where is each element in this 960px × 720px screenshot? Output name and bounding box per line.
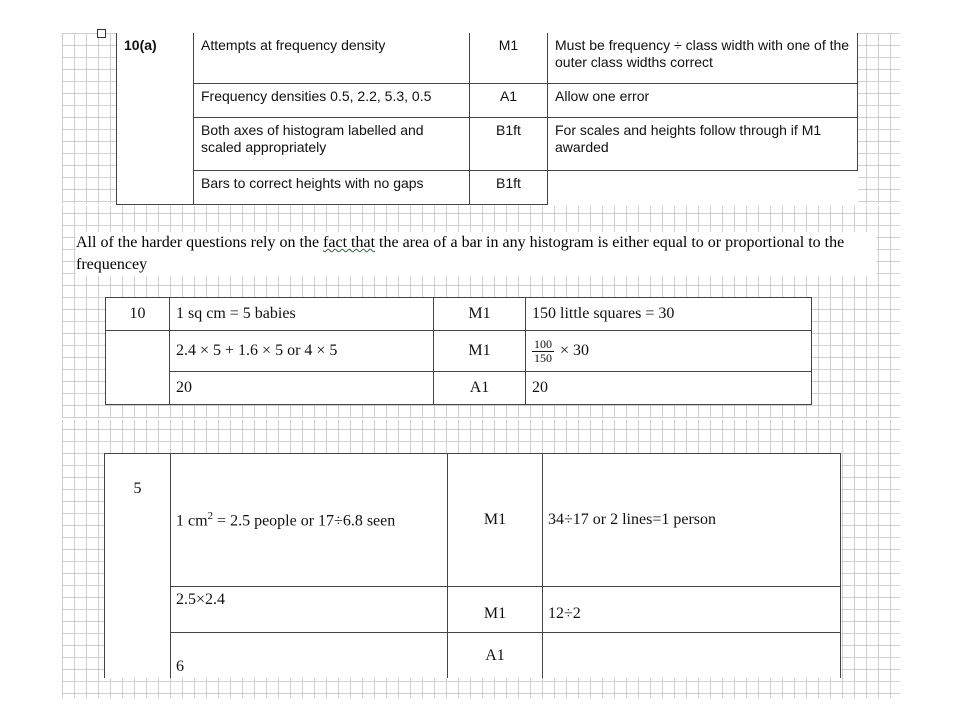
notes-text: × 30 <box>560 341 590 359</box>
answer-cell: Bars to correct heights with no gaps <box>194 170 470 204</box>
answer-cell <box>171 454 448 587</box>
answer-cell: 20 <box>170 372 434 405</box>
mark-cell: B1ft <box>470 117 548 170</box>
answer-text: = 2.5 people or 17÷6.8 seen <box>213 512 396 530</box>
notes-cell <box>548 170 858 204</box>
superscript: 2 <box>207 509 214 522</box>
question-number: 10(a) <box>117 33 194 83</box>
notes-cell: Allow one error <box>548 83 858 117</box>
mark-scheme-table-10 <box>105 297 812 405</box>
answer-text: 1 cm <box>176 512 208 530</box>
mark-cell: A1 <box>434 372 526 405</box>
question-number-cell <box>106 372 170 405</box>
mark-cell: A1 <box>470 83 548 117</box>
checkbox-marker <box>97 29 106 38</box>
mark-cell: A1 <box>448 633 543 678</box>
question-number-cell <box>105 587 171 633</box>
notes-cell: Must be frequency ÷ class width with one of the outer class widths correct <box>548 33 858 83</box>
answer-cell: 2.4 × 5 + 1.6 × 5 or 4 × 5 <box>170 331 434 372</box>
question-number: 5 <box>105 454 171 587</box>
answer-cell: Both axes of histogram labelled and scaled appropriately <box>194 117 470 170</box>
paragraph-text: All of the harder questions rely on the <box>76 234 324 251</box>
answer-cell: Frequency densities 0.5, 2.2, 5.3, 0.5 <box>194 83 470 117</box>
question-number-cell <box>105 633 171 678</box>
answer-cell: Attempts at frequency density <box>194 33 470 83</box>
mark-scheme-table-5 <box>104 453 841 678</box>
question-number-cell <box>106 331 170 372</box>
notes-cell: 12÷2 <box>543 587 841 633</box>
mark-cell: M1 <box>434 298 526 331</box>
answer-cell: 2.5×2.4 <box>171 587 448 633</box>
mark-cell: B1ft <box>470 170 548 204</box>
question-number-cell <box>117 83 194 117</box>
mark-cell: M1 <box>448 587 543 633</box>
notes-cell: 34÷17 or 2 lines=1 person <box>543 454 841 587</box>
fraction-denominator: 150 <box>534 350 552 365</box>
mark-cell: M1 <box>470 33 548 83</box>
fraction-numerator: 100 <box>534 336 552 351</box>
answer-cell: 1 sq cm = 5 babies <box>170 298 434 331</box>
notes-cell <box>526 331 812 372</box>
mark-scheme-table-10a <box>116 33 858 205</box>
notes-cell: 20 <box>526 372 812 405</box>
question-number: 10 <box>106 298 170 331</box>
notes-cell <box>543 633 841 678</box>
explanation-paragraph <box>76 232 876 276</box>
question-number-cell <box>117 117 194 170</box>
paragraph-text: the area of a bar in any histogram is either equal to or proportional to the frequencey <box>76 234 845 273</box>
mark-cell: M1 <box>434 331 526 372</box>
spellcheck-underlined-text: fact that <box>323 234 376 251</box>
question-number-cell <box>117 170 194 204</box>
fraction <box>532 338 554 365</box>
notes-cell: For scales and heights follow through if M1 awarded <box>548 117 858 170</box>
notes-cell: 150 little squares = 30 <box>526 298 812 331</box>
mark-cell: M1 <box>448 454 543 587</box>
grid-gap <box>62 418 900 420</box>
answer-cell: 6 <box>171 633 448 678</box>
